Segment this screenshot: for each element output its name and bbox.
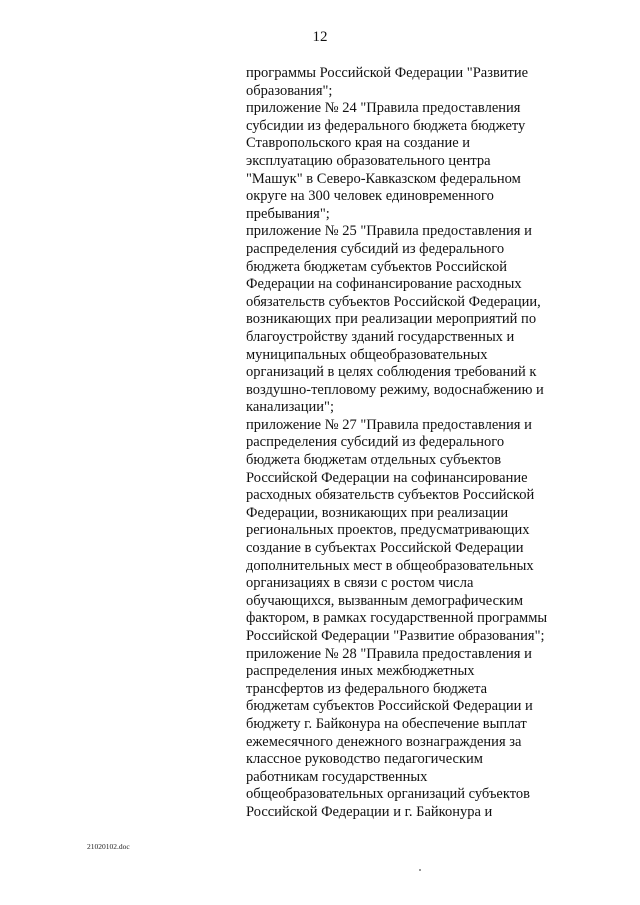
body-text-line: работникам государственных — [246, 768, 428, 785]
body-text-line: Российской Федерации на софинансирование — [246, 469, 528, 486]
body-text-line: бюджета бюджетам субъектов Российской — [246, 258, 507, 275]
body-text-line: возникающих при реализации мероприятий по — [246, 311, 537, 328]
body-text-line: классное руководство педагогическим — [246, 751, 483, 768]
body-text-line: приложение № 28 "Правила предоставления и — [246, 645, 532, 662]
body-text-line: организациях в связи с ростом числа — [246, 575, 474, 592]
body-text-line: обязательств субъектов Российской Федерации, — [246, 293, 541, 310]
body-text-line: канализации"; — [246, 399, 334, 416]
footer-file-name: 21020102.doc — [87, 842, 130, 851]
body-text-line: Ставропольского края на создание и — [246, 135, 471, 152]
body-text-line: обучающихся, вызванным демографическим — [246, 592, 524, 609]
scan-artifact-dot — [419, 869, 421, 871]
body-text-line: Российской Федерации "Развитие образования"; — [246, 628, 545, 644]
body-text-line: муниципальных общеобразовательных — [246, 346, 488, 363]
body-text-line: эксплуатацию образовательного центра — [246, 152, 491, 169]
body-text-line: трансфертов из федерального бюджета — [246, 680, 488, 697]
body-text-line: воздушно-тепловому режиму, водоснабжению и — [246, 381, 544, 398]
document-body — [246, 65, 576, 822]
body-text-line: распределения иных межбюджетных — [246, 663, 475, 680]
body-text-line: фактором, в рамках государственной программы — [246, 610, 548, 627]
body-text-line: региональных проектов, предусматривающих — [246, 522, 530, 539]
body-text-line: округе на 300 человек единовременного — [246, 188, 494, 205]
body-text-line: Федерации, возникающих при реализации — [246, 504, 509, 521]
page-number: 12 — [312, 29, 328, 45]
body-text-line: приложение № 24 "Правила предоставления — [246, 100, 521, 117]
body-text-line: организаций в целях соблюдения требований к — [246, 364, 537, 381]
body-text-line: приложение № 25 "Правила предоставления и — [246, 223, 532, 240]
body-text-line: общеобразовательных организаций субъектов — [246, 786, 530, 803]
body-text-line: "Машук" в Северо-Кавказском федеральном — [246, 170, 521, 187]
body-text-line: приложение № 27 "Правила предоставления и — [246, 416, 532, 433]
body-text-line: субсидии из федерального бюджета бюджету — [246, 117, 526, 134]
body-text-line: Федерации на софинансирование расходных — [246, 276, 522, 293]
body-text-line: распределения субсидий из федерального — [246, 240, 505, 257]
body-text-line: Российской Федерации и г. Байконура и — [246, 803, 493, 820]
body-text-line: пребывания"; — [246, 205, 330, 222]
body-text-line: бюджетам субъектов Российской Федерации и — [246, 698, 533, 715]
body-text-line: ежемесячного денежного вознаграждения за — [246, 733, 522, 750]
body-text-line: благоустройству зданий государственных и — [246, 328, 515, 345]
body-text-line: бюджету г. Байконура на обеспечение выплат — [246, 715, 527, 732]
body-text-line: программы Российской Федерации "Развитие — [246, 65, 529, 81]
body-text-line: образования"; — [246, 82, 333, 99]
body-text-line: бюджета бюджетам отдельных субъектов — [246, 452, 502, 469]
body-text-line: дополнительных мест в общеобразовательных — [246, 557, 534, 574]
body-text-line: распределения субсидий из федерального — [246, 434, 505, 451]
body-text-line: создание в субъектах Российской Федерации — [246, 540, 524, 557]
body-text-line: расходных обязательств субъектов Российской — [246, 487, 535, 504]
